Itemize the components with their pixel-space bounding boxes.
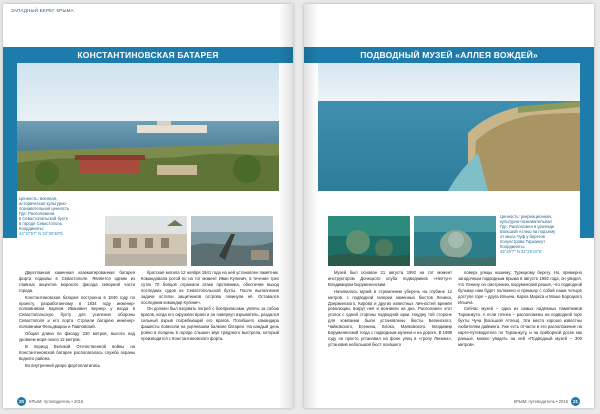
footer-text: КРЫМ: путеводитель • 2016	[29, 399, 84, 404]
caption-line: в городе Севастополь	[19, 221, 62, 226]
gutter-shadow	[304, 4, 318, 408]
paragraph: Начиналось музей в стремлении уберечь на глубине 12 метров, с подводной галереи каменных бюстов Ленина, Дзержинского, Кирова и других известных личностей времён революции, вокруг неё и возникли на дне. Расположен этот уголок с одной стороны подводной арки. Наудну той стороне для компании были установлены бюсты Белинского, Чайковского, Есенина, Блока, Маяковского. Владимир Борумененский тогда с подводным музеем и на дороге. В 1998 году он просто установил на фоне улиц в «тропу Ленина», установив небольшой бюст осевшего	[328, 288, 452, 347]
page-number: 20	[18, 399, 24, 404]
right-accent-strip	[580, 63, 594, 238]
paragraph: Двухэтажная каменная казематированная батарея форта подковы в Севастополе. Является одним из главных акцентов морского фасада северной части города.	[19, 270, 135, 293]
left-text-column-2	[141, 270, 279, 343]
right-page-title: ПОДВОДНЫЙ МУЗЕЙ «АЛЛЕЯ ВОЖДЕЙ»	[304, 47, 594, 63]
battery-courtyard-photo	[105, 216, 187, 266]
underwater-photo-2	[414, 216, 496, 266]
caption-line: познавательная ценность	[19, 206, 70, 211]
paragraph: В период Великой Отечественной войны на Константиновской батарее располагалась служба охраны водного района.	[19, 343, 135, 361]
caption-line: Большой Атлеш на подъему	[500, 229, 556, 234]
caption-line: историческая культурно-	[19, 201, 68, 206]
caption-line: в Севастопольской бухте	[19, 216, 69, 221]
batteries-main-photo	[17, 63, 279, 191]
right-caption	[500, 214, 580, 254]
battery-sea-photo	[191, 216, 273, 266]
paragraph: Константиновская батарея построена в 1840 году по проекту, разработанному в 1834 году инженер-полковником Карлом Иванович Бернер у входа в Севастопольскую бухту для усиления обороны Севастополя и его порта. Строили батарею инженер-полковники Фельдмаран и Павловский.	[19, 294, 135, 330]
caption-line: Ценность: рекреационная,	[500, 214, 552, 219]
coords-label: Координаты:	[500, 244, 525, 249]
paragraph: поверх улицы нашему: Турецкому берегу. Но, примерно загадочным подводным Крыма в августе 1992 года, он увидел, что Ленину он смотрению, Боруменский решил, что подводной бульвар нам будет положено и премьер с собой наши четыре доступе горе – друга Ильича, Карла Маркса и Моше Бороцкого Ильича.	[458, 270, 582, 305]
paragraph: братская могила 12 ноября 1941 года на ней установлен памятник. Командовала ротой по на тот момент Иван Кулинич, в течение трех суток 70 бойцов отражали атаки противника, обеспечив выход последних судов из Севастопольской бухты. После выполнения задачи остатки защитников острова покинули её. Оставался последним командир Кулинич.	[141, 270, 279, 305]
paragraph: Сейчас музей – одна из самых надёжных памятников Тарханкута. А если точнее – расположены на подводной горе бухты Чуча (Большой Атлеш). Эти место хорошо известны любителям дайвинга. Уже есть отчасти и его расположение на карте-путеводителе по Тарханкуту, и на приборной доске как раньше, можно увидеть на ней «Подводный музей – 300 метров».	[458, 306, 582, 347]
coast-main-photo	[318, 63, 580, 191]
left-text-column-1	[19, 270, 135, 370]
left-accent-strip	[3, 63, 17, 238]
paragraph: Он должен был взорвать погреб с боеприпасами, увлечь за собою врагов, когда его окружили враги и он повернул взрыватель, раздался сильный взрыв погребающий его врагов. Погибшего командира фашисты повесили на уцелевшем балконе батареи. На каждый день ровно в полдень в городе слышен звук траурного выстрела, который производится с Константиновского форта.	[141, 306, 279, 341]
left-caption	[19, 196, 99, 236]
right-text-column-2	[458, 270, 582, 349]
paragraph: Во внутренней дворе фортоплатились	[25, 362, 101, 368]
coords-value: 45°20'7" N 32°29'15"E	[500, 249, 542, 254]
caption-line: от мыса Чуф у берегов	[500, 234, 545, 239]
underwater-photo-1	[328, 216, 410, 266]
paragraph: Общая длина по фасаду 230 метров, высота над уровнем моря около 12 метров.	[19, 331, 135, 342]
left-page-title: КОНСТАНТИНОВСКАЯ БАТАРЕЯ	[3, 47, 293, 63]
left-footer	[17, 397, 83, 406]
gutter-shadow	[279, 4, 293, 408]
caption-line: Где: Расположен в урочище	[500, 224, 555, 229]
caption-line: Ценность: военная,	[19, 196, 58, 201]
left-page	[3, 4, 293, 408]
right-page	[304, 4, 594, 408]
caption-line: Где: Расположена	[19, 211, 55, 216]
page-number: 21	[572, 399, 578, 404]
section-label: ЗАПАДНЫЙ БЕРЕГ КРЫМА	[11, 8, 74, 13]
footer-text: КРЫМ: путеводитель • 2016	[513, 399, 568, 404]
right-text-column-1	[328, 270, 452, 349]
caption-line: полуострова Тарханкут	[500, 239, 546, 244]
caption-line: культурно-познавательная	[500, 219, 552, 224]
paragraph: Музей был основан 21 августа 1992 на тот момент инструктором Донецкого клуба подводников «Нептун» Владимиром Борумененским.	[328, 270, 452, 287]
coords-label: Координаты:	[19, 226, 44, 231]
coords-value: 44°37'57" N 33°30'48"E	[19, 231, 64, 236]
right-footer	[514, 397, 580, 406]
